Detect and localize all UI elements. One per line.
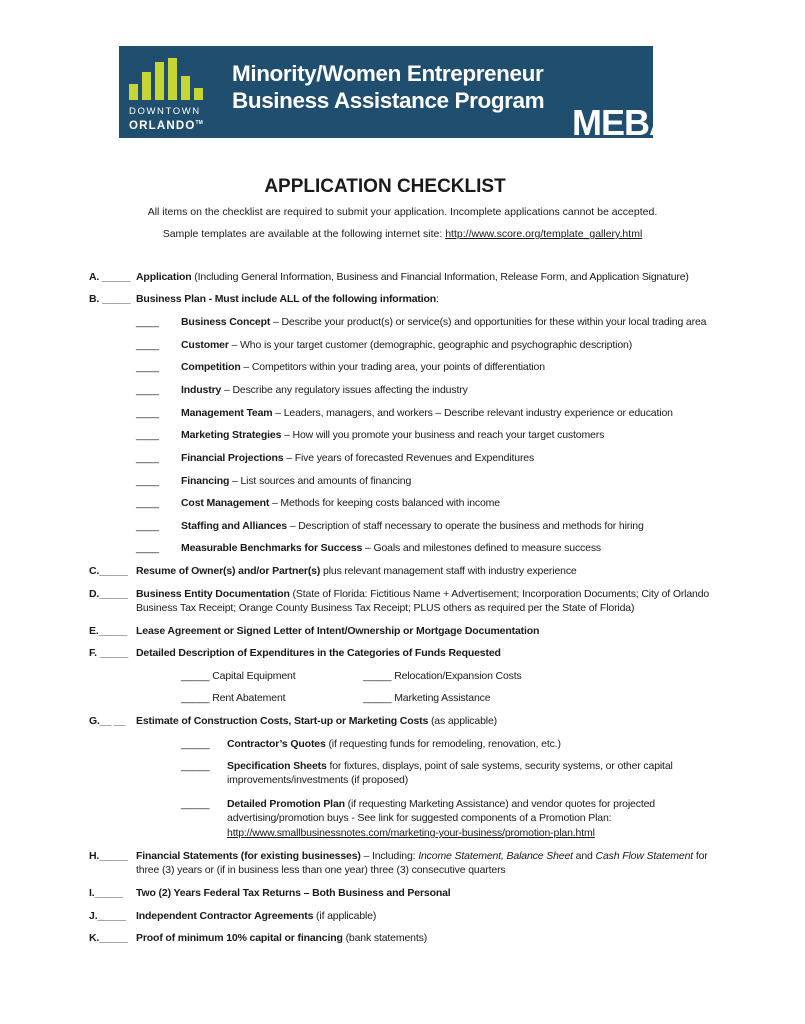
list-item-text: Management Team – Leaders, managers, and workers – Describe relevant industry experience or education bbox=[181, 407, 673, 419]
intro-templates-text: Sample templates are available at the following internet site: http://www.score.org/template_gallery.html bbox=[162, 228, 643, 240]
checklist-item-j-text: Independent Contractor Agreements (if applicable) bbox=[136, 910, 377, 922]
list-item-text: Industry – Describe any regulatory issues affecting the industry bbox=[181, 384, 468, 396]
item-marker: A. _____ bbox=[89, 271, 131, 283]
list-item-text: Financing – List sources and amounts of financing bbox=[181, 475, 412, 487]
checklist-item-j: J._____ bbox=[89, 910, 126, 922]
checklist-item-a bbox=[89, 270, 130, 285]
checklist-item-f: F. _____ bbox=[89, 647, 129, 659]
list-item: ____ bbox=[136, 384, 159, 396]
checklist-item-f-text: Detailed Description of Expenditures in the Categories of Funds Requested bbox=[136, 647, 501, 659]
checklist-item-d-text-line2: Business Tax Receipt; Orange County Business Tax Receipt; PLUS others as required per the State of Florida) bbox=[136, 602, 635, 614]
checklist-item-c-text: Resume of Owner(s) and/or Partner(s) plus relevant management staff with industry experience bbox=[136, 565, 577, 577]
checklist-item-b bbox=[89, 292, 130, 307]
checklist-item-i-text: Two (2) Years Federal Tax Returns – Both Business and Personal bbox=[136, 887, 451, 899]
list-item-text: Detailed Promotion Plan (if requesting Marketing Assistance) and vendor quotes for projected bbox=[227, 798, 655, 810]
list-item: _____ bbox=[181, 760, 210, 772]
list-item: ____ bbox=[136, 452, 159, 464]
list-item-text: Marketing Strategies – How will you promote your business and reach your target customers bbox=[181, 429, 605, 441]
expenditure-relocation-expansion: _____ Relocation/Expansion Costs bbox=[363, 670, 522, 682]
logo-downtown-text: DOWNTOWN bbox=[129, 106, 201, 117]
list-item: _____ bbox=[181, 798, 210, 810]
program-name bbox=[232, 60, 544, 114]
list-item: ____ bbox=[136, 316, 159, 328]
list-item-text: Cost Management – Methods for keeping costs balanced with income bbox=[181, 497, 500, 509]
checklist-item-e: E._____ bbox=[89, 625, 128, 637]
item-marker: B. _____ bbox=[89, 293, 131, 305]
downtown-orlando-logo-bars-icon bbox=[129, 58, 204, 100]
list-item: ____ bbox=[136, 339, 159, 351]
checklist-item-i: I._____ bbox=[89, 887, 123, 899]
expenditure-capital-equipment: _____ Capital Equipment bbox=[181, 670, 296, 682]
checklist-item-d-text: Business Entity Documentation (State of Florida: Fictitious Name + Advertisement; Incorporation Documents; City of Orlando bbox=[136, 588, 710, 600]
list-item-text: Competition – Competitors within your trading area, your points of differentiation bbox=[181, 361, 545, 373]
trademark-mark: TM bbox=[195, 120, 203, 126]
expenditure-rent-abatement: _____ Rent Abatement bbox=[181, 692, 286, 704]
list-item-text-line2: advertising/promotion buys - See link for suggested components of a Promotion Plan: bbox=[227, 812, 612, 824]
list-item: ____ bbox=[136, 497, 159, 509]
checklist-item-h: H._____ bbox=[89, 850, 128, 862]
expenditure-marketing-assistance: _____ Marketing Assistance bbox=[363, 692, 491, 704]
list-item: ____ bbox=[136, 429, 159, 441]
list-item: ____ bbox=[136, 520, 159, 532]
list-item-text: Customer – Who is your target customer (demographic, geographic and psychographic description) bbox=[181, 339, 633, 351]
list-item: ____ bbox=[136, 361, 159, 373]
program-name-line1: Minority/Women Entrepreneur bbox=[232, 61, 544, 86]
checklist-item-g-text: Estimate of Construction Costs, Start-up or Marketing Costs (as applicable) bbox=[136, 715, 497, 727]
checklist-item-h-text-line2: three (3) years or (if in business less than one year) three (3) consecutive quarters bbox=[136, 864, 506, 876]
promotion-plan-link[interactable]: http://www.smallbusinessnotes.com/marketing-your-business/promotion-plan.html bbox=[227, 827, 595, 839]
list-item: ____ bbox=[136, 542, 159, 554]
list-item-text: Staffing and Alliances – Description of staff necessary to operate the business and methods for hiring bbox=[181, 520, 644, 532]
list-item-text: Business Concept – Describe your product(s) or service(s) and opportunities for these within your local trading area bbox=[181, 316, 707, 328]
program-name-line2: Business Assistance Program bbox=[232, 88, 545, 113]
list-item-text: Financial Projections – Five years of forecasted Revenues and Expenditures bbox=[181, 452, 535, 464]
list-item-text: Measurable Benchmarks for Success – Goals and milestones defined to measure success bbox=[181, 542, 602, 554]
checklist-item-d: D._____ bbox=[89, 588, 128, 600]
checklist-item-e-text: Lease Agreement or Signed Letter of Intent/Ownership or Mortgage Documentation bbox=[136, 625, 540, 637]
checklist-item-c: C._____ bbox=[89, 565, 128, 577]
checklist-item-k: K._____ bbox=[89, 932, 128, 944]
list-item-text-line2: improvements/investments (if proposed) bbox=[227, 774, 409, 786]
program-banner bbox=[119, 46, 674, 143]
checklist-item-b-text: Business Plan - Must include ALL of the following information: bbox=[136, 293, 439, 305]
checklist-item-g: G.__ __ bbox=[89, 715, 126, 727]
list-item: _____ bbox=[181, 738, 210, 750]
list-item: ____ bbox=[136, 407, 159, 419]
checklist-item-h-text: Financial Statements (for existing businesses) – Including: Income Statement, Balance Sheet and Cash Flow Statement for bbox=[136, 850, 708, 862]
list-item-text: Contractor’s Quotes (if requesting funds for remodeling, renovation, etc.) bbox=[227, 738, 561, 750]
list-item: ____ bbox=[136, 475, 159, 487]
checklist-item-k-text: Proof of minimum 10% capital or financing (bank statements) bbox=[136, 932, 428, 944]
checklist-item-a-text: Application (Including General Information, Business and Financial Information, Release Form, and Application Signature) bbox=[136, 271, 689, 283]
intro-requirement-text: All items on the checklist are required to submit your application. Incomplete applications cannot be accepted. bbox=[147, 206, 658, 218]
program-acronym: MEBA bbox=[572, 102, 674, 143]
score-templates-link[interactable]: http://www.score.org/template_gallery.html bbox=[445, 228, 643, 240]
logo-orlando-text: ORLANDO™ bbox=[129, 119, 203, 132]
list-item-text: Specification Sheets for fixtures, displays, point of sale systems, security systems, or other capital bbox=[227, 760, 673, 772]
page-title: APPLICATION CHECKLIST bbox=[264, 176, 506, 197]
